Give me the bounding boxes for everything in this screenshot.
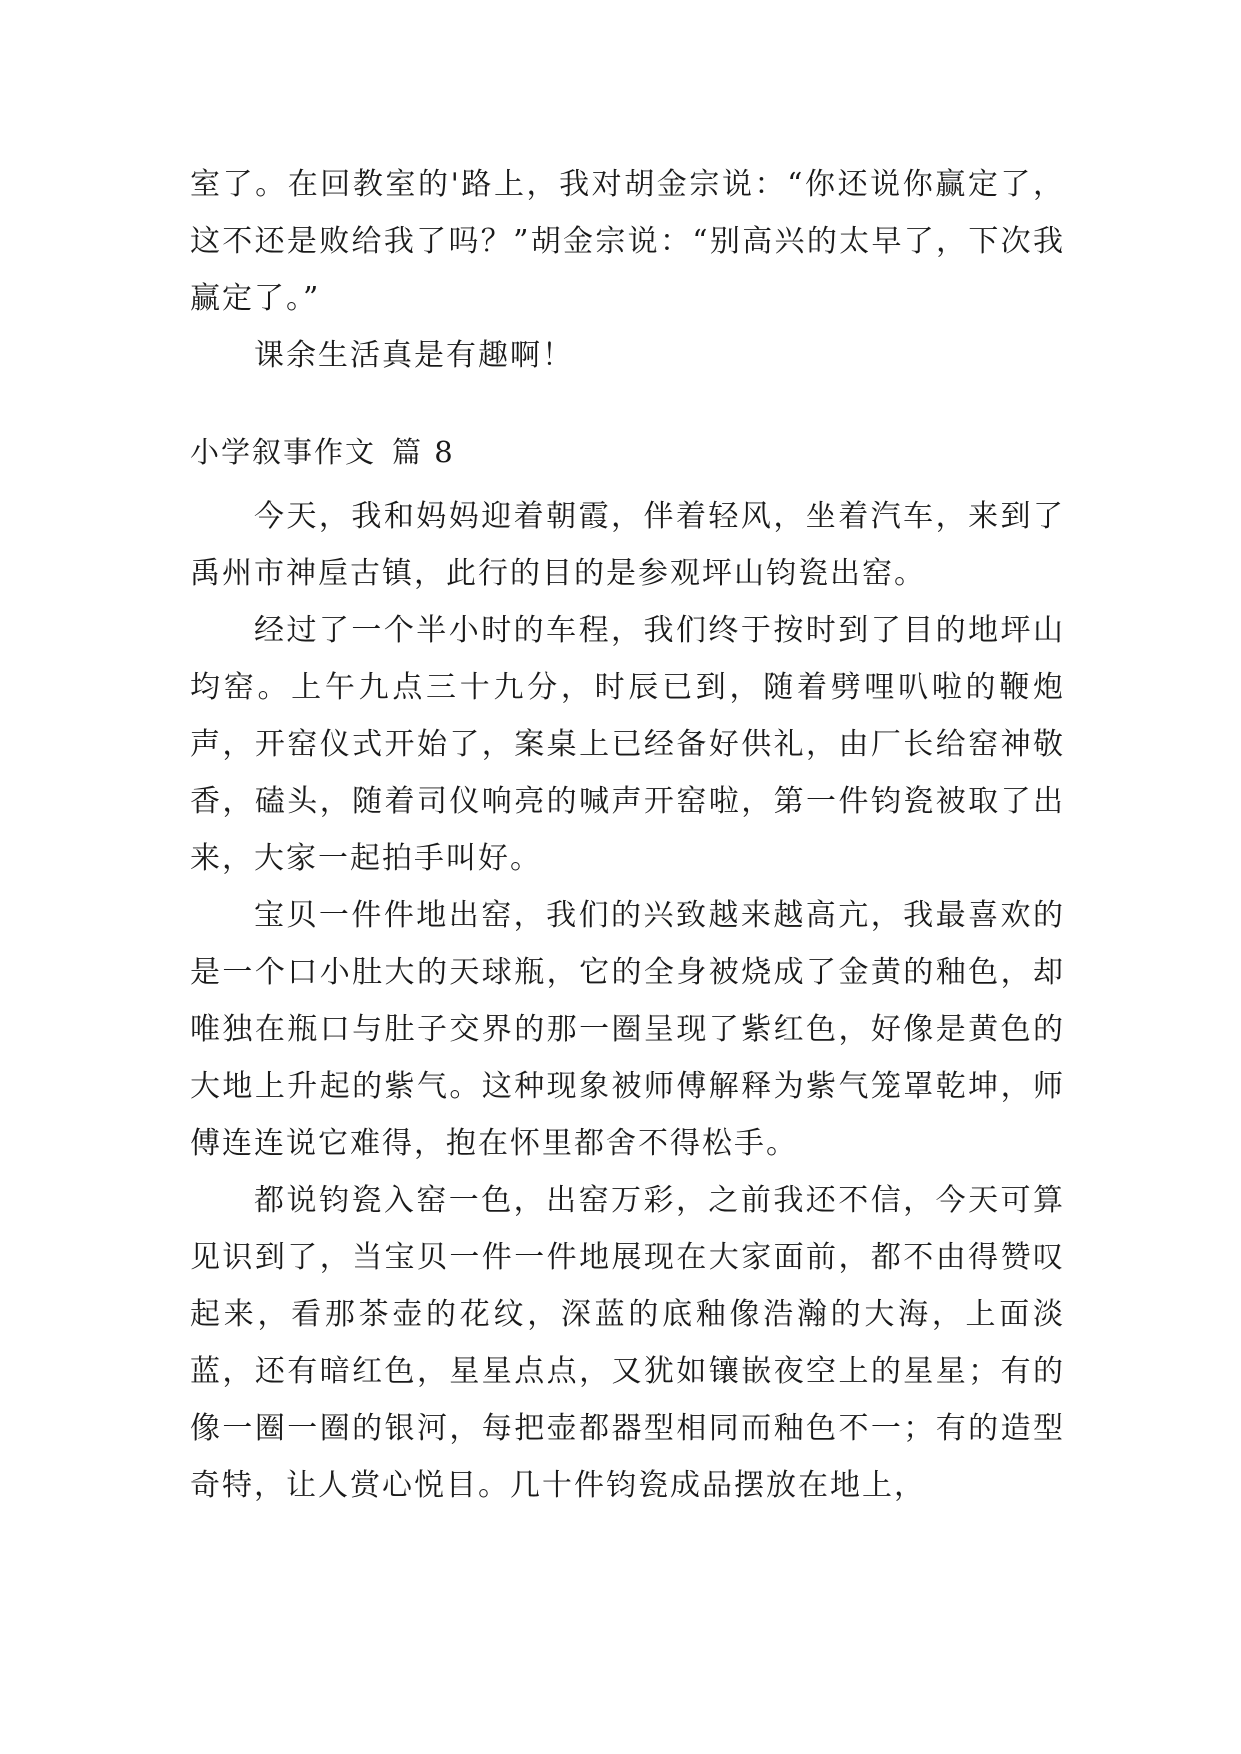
paragraph: 宝贝一件件地出窑，我们的兴致越来越高亢，我最喜欢的是一个口小肚大的天球瓶，它的全身被烧成了金黄的釉色，却唯独在瓶口与肚子交界的那一圈呈现了紫红色，好像是黄色的大地上升起的紫气。这种现象被师傅解释为紫气笼罩乾坤，师傅连连说它难得，抱在怀里都舍不得松手。 [190,898,1065,1161]
paragraph-conclusion: 课余生活真是有趣啊！ [254,338,574,373]
paragraph-continued: 室了。在回教室的'路上，我对胡金宗说：“你还说你赢定了，这不还是败给我了吗？”胡金宗说：“别高兴的太早了，下次我赢定了。” [190,167,1065,316]
section-heading [190,424,1065,480]
paragraph: 都说钧瓷入窑一色，出窑万彩，之前我还不信，今天可算见识到了，当宝贝一件一件地展现在大家面前，都不由得赞叹起来，看那茶壶的花纹，深蓝的底釉像浩瀚的大海，上面淡蓝，还有暗红色，星星点点，又犹如镶嵌夜空上的星星；有的像一圈一圈的银河，每把壶都器型相同而釉色不一；有的造型奇特，让人赏心悦目。几十件钧瓷成品摆放在地上， [190,1183,1065,1503]
paragraph: 经过了一个半小时的车程，我们终于按时到了目的地坪山均窑。上午九点三十九分，时辰已到，随着劈哩叭啦的鞭炮声，开窑仪式开始了，案桌上已经备好供礼，由厂长给窑神敬香，磕头，随着司仪响亮的喊声开窑啦，第一件钧瓷被取了出来，大家一起拍手叫好。 [190,613,1065,876]
paragraph: 今天，我和妈妈迎着朝霞，伴着轻风，坐着汽车，来到了禹州市神垕古镇，此行的目的是参观坪山钧瓷出窑。 [190,499,1065,591]
section-title: 小学叙事作文 [190,435,377,469]
document-body [190,156,1065,1514]
section-number: 篇 8 [392,435,455,469]
